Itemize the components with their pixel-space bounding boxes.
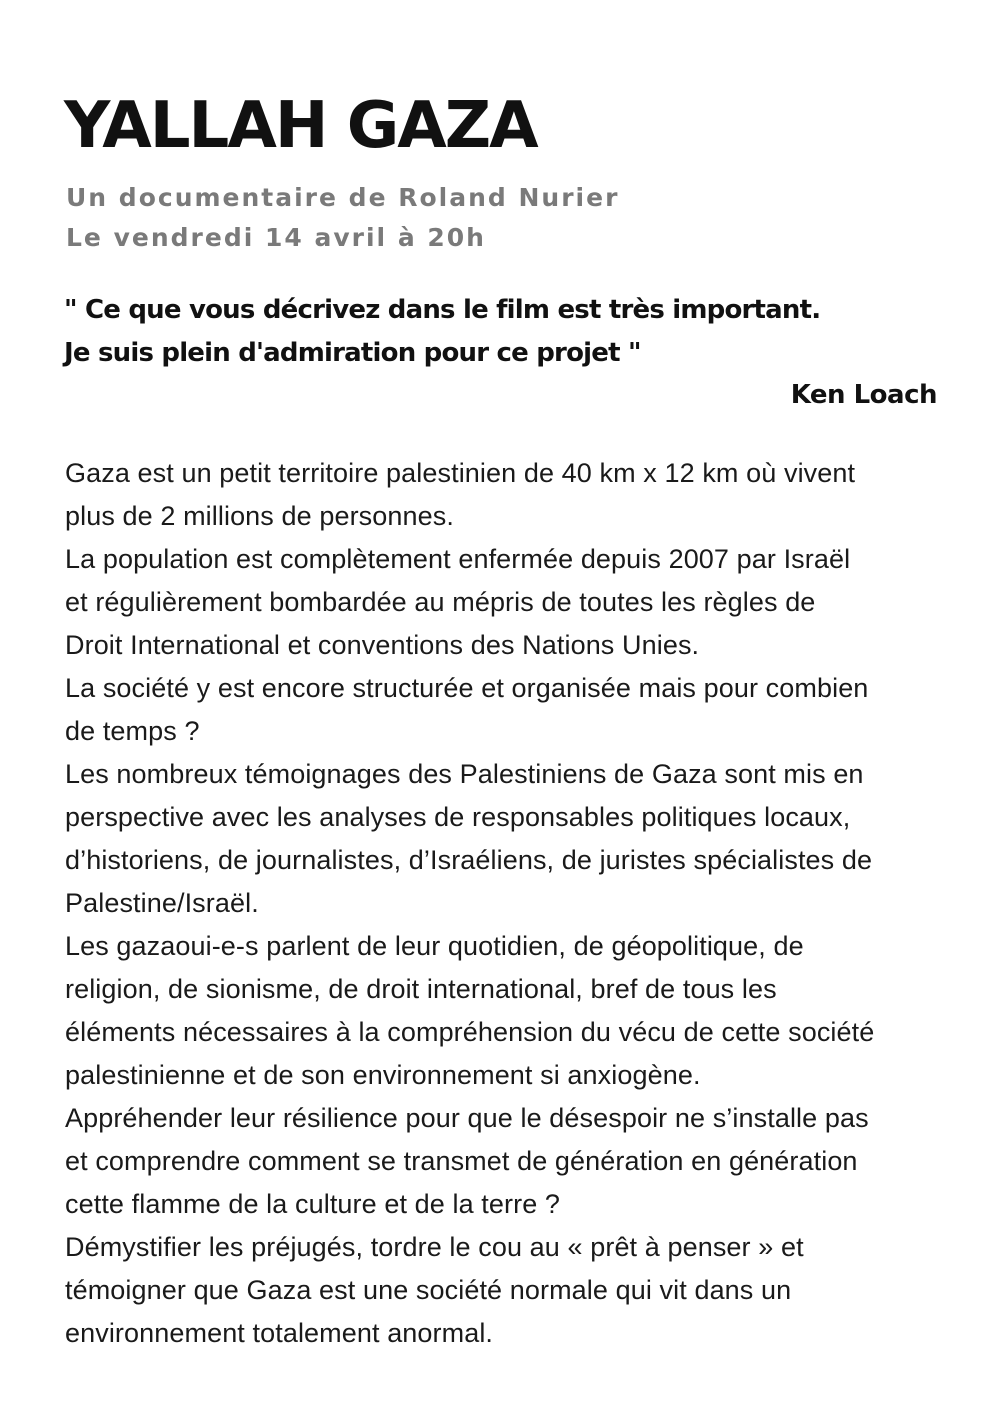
- body-line: et régulièrement bombardée au mépris de toutes les règles de: [65, 587, 816, 617]
- body-line: Les nombreux témoignages des Palestiniens de Gaza sont mis en: [65, 759, 864, 789]
- body-line: La société y est encore structurée et organisée mais pour combien: [65, 673, 869, 703]
- body-line: d’historiens, de journalistes, d’Israéliens, de juristes spécialistes de: [65, 845, 873, 875]
- body-line: Droit International et conventions des Nations Unies.: [65, 630, 700, 660]
- subtitle-director: Un documentaire de Roland Nurier: [66, 183, 620, 212]
- body-line: éléments nécessaires à la compréhension du vécu de cette société: [65, 1017, 875, 1047]
- page-title: YALLAH GAZA: [64, 89, 537, 163]
- body-line: plus de 2 millions de personnes.: [65, 501, 454, 531]
- body-line: cette flamme de la culture et de la terre ?: [65, 1189, 561, 1219]
- quote-line: " Ce que vous décrivez dans le film est très important.: [64, 295, 821, 325]
- body-line: Gaza est un petit territoire palestinien de 40 km x 12 km où vivent: [65, 458, 856, 488]
- body-line: Démystifier les préjugés, tordre le cou au « prêt à penser » et: [65, 1232, 804, 1262]
- body-line: religion, de sionisme, de droit international, bref de tous les: [65, 974, 777, 1004]
- quote-block: [64, 289, 944, 375]
- subtitle-date: Le vendredi 14 avril à 20h: [66, 223, 486, 252]
- body-line: Les gazaoui-e-s parlent de leur quotidien, de géopolitique, de: [65, 931, 804, 961]
- body-line: Palestine/Israël.: [65, 888, 259, 918]
- body-text: [65, 452, 965, 1355]
- quote-author: Ken Loach: [790, 380, 937, 410]
- body-line: environnement totalement anormal.: [65, 1318, 494, 1348]
- quote-line: Je suis plein d'admiration pour ce projet ": [64, 338, 641, 368]
- body-line: et comprendre comment se transmet de génération en génération: [65, 1146, 858, 1176]
- body-line: de temps ?: [65, 716, 200, 746]
- body-line: palestinienne et de son environnement si anxiogène.: [65, 1060, 701, 1090]
- body-line: Appréhender leur résilience pour que le désespoir ne s’installe pas: [65, 1103, 869, 1133]
- body-line: La population est complètement enfermée depuis 2007 par Israël: [65, 544, 851, 574]
- body-line: témoigner que Gaza est une société normale qui vit dans un: [65, 1275, 792, 1305]
- body-line: perspective avec les analyses de responsables politiques locaux,: [65, 802, 851, 832]
